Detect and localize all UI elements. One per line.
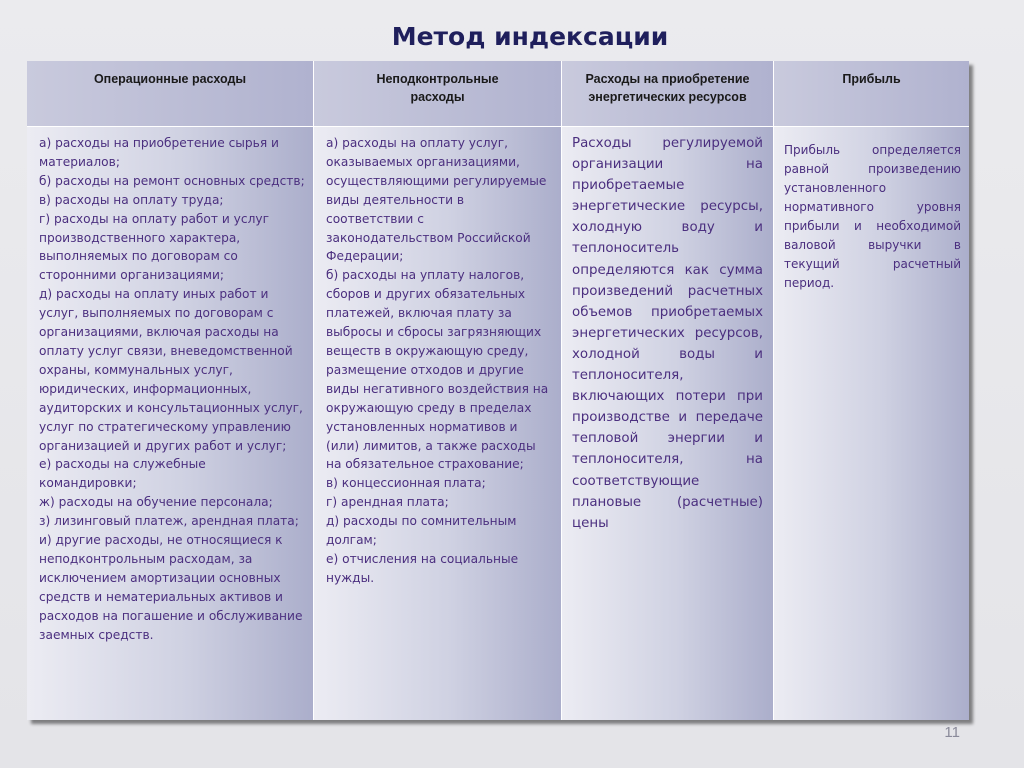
cell-operating-costs <box>27 127 314 720</box>
header-energy-costs <box>562 61 774 127</box>
indexation-table <box>27 61 969 720</box>
header-energy-costs-line1: Расходы на приобретение <box>585 72 750 86</box>
uncontrollable-costs-list <box>314 127 561 588</box>
header-uncontrollable-costs-line2: расходы <box>410 90 465 104</box>
list-item: а) расходы на оплату услуг, оказываемых организациями, осуществляющими регулируемые виды деятельности в соответствии с законодательством Российской Федерации; <box>326 136 547 264</box>
header-uncontrollable-costs <box>314 61 562 127</box>
header-operating-costs-line1: Операционные расходы <box>93 72 247 86</box>
energy-costs-text: Расходы регулируемой организации на приобретаемые энергетические ресурсы, холодную воду и теплоноситель определяются как сумма произведений расчетных объемов приобретаемых энергетических ресурсов, холодной воды и теплоносителя, включающих потери при производстве и передаче тепловой энергии и теплоносителя, на соответствующие плановые (расчетные) цены <box>572 136 763 531</box>
cell-uncontrollable-costs <box>314 127 562 720</box>
list-item: е) отчисления на социальные нужды. <box>326 551 519 585</box>
list-item: г) арендная плата; <box>326 495 449 510</box>
slide-title: Метод индексации <box>391 22 669 51</box>
header-energy-costs-line2: энергетических ресурсов <box>588 90 747 104</box>
cell-profit <box>774 127 969 720</box>
list-item: д) расходы по сомнительным долгам; <box>326 514 517 548</box>
list-item: б) расходы на уплату налогов, сборов и других обязательных платежей, включая плату за выбросы и сбросы загрязняющих веществ в окружающую среду, размещение отходов и другие виды негативного воздействия на окружающую среду в пределах установленных нормативов и (или) лимитов, а также расходы на обязательное страхование; <box>326 268 549 472</box>
list-item: д) расходы на оплату иных работ и услуг, выполняемых по договорам с организациями, включая расходы на оплату услуг связи, вневедомственной охраны, коммунальных услуг, юридических, информационных, аудиторских и консультационных услуг, услуг по стратегическому управлению организацией и других работ и услуг; <box>39 287 303 453</box>
list-item: б) расходы на ремонт основных средств; <box>39 173 305 188</box>
cell-energy-costs <box>562 127 774 720</box>
header-operating-costs <box>27 61 314 127</box>
list-item: е) расходы на служебные командировки; <box>39 457 206 491</box>
header-profit <box>774 61 969 127</box>
list-item: г) расходы на оплату работ и услуг производственного характера, выполняемых по договорам со сторонними организациями; <box>39 211 269 283</box>
list-item: в) расходы на оплату труда; <box>39 192 224 207</box>
list-item: в) концессионная плата; <box>326 476 486 491</box>
header-profit-line1: Прибыль <box>842 72 901 86</box>
list-item: а) расходы на приобретение сырья и материалов; <box>39 136 279 169</box>
header-uncontrollable-costs-line1: Неподконтрольные <box>376 72 499 86</box>
operating-costs-list <box>27 127 313 644</box>
list-item: ж) расходы на обучение персонала; <box>39 495 273 510</box>
list-item: и) другие расходы, не относящиеся к неподконтрольным расходам, за исключением амортизации основных средств и нематериальных активов и расходов на погашение и обслуживание заемных средств. <box>39 533 303 642</box>
slide-number: 11 <box>944 724 960 741</box>
list-item: з) лизинговый платеж, арендная плата; <box>39 514 299 529</box>
profit-text: Прибыль определяется равной произведению установленного нормативного уровня прибыли и необходимой валовой выручки в текущий расчетный период. <box>784 143 961 290</box>
